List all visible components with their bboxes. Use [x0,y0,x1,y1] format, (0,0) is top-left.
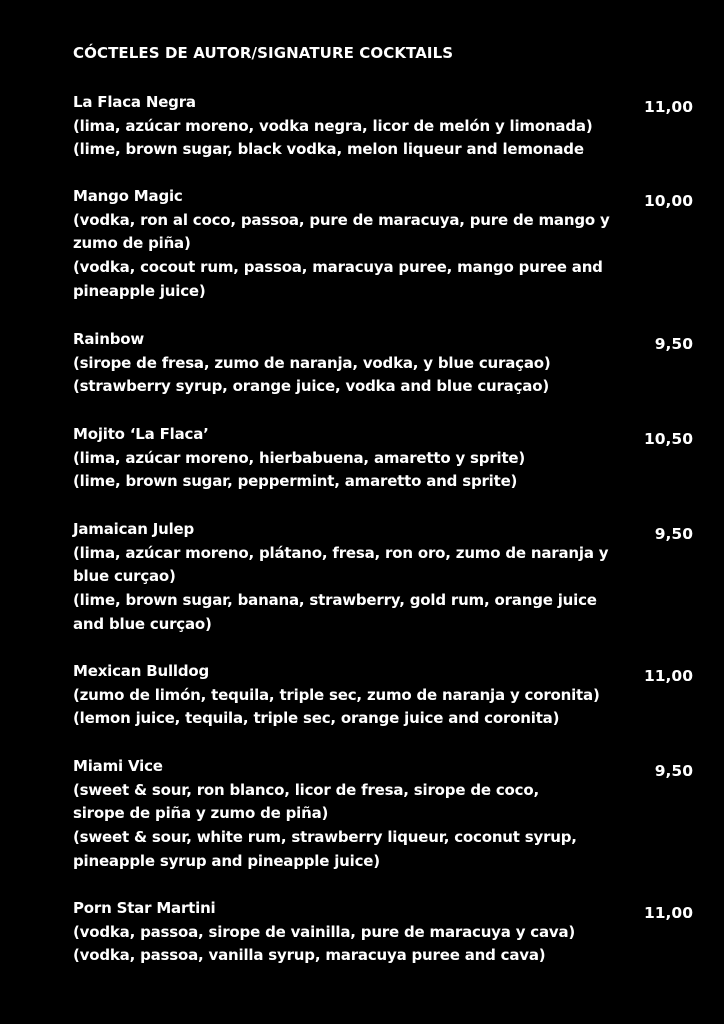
cocktail-description-line: (lima, azúcar moreno, plátano, fresa, ron oro, zumo de naranja y [73,543,609,562]
cocktail-price: 11,00 [643,98,693,116]
cocktail-description-line: (strawberry syrup, orange juice, vodka and blue curaçao) [73,377,549,396]
cocktail-description-line: (lemon juice, tequila, triple sec, orange juice and coronita) [73,709,560,728]
cocktail-description-line: pineapple syrup and pineapple juice) [73,851,380,870]
cocktail-name: Mojito ‘La Flaca’ [73,425,209,443]
cocktail-description-line: (vodka, cocout rum, passoa, maracuya puree, mango puree and [73,258,603,277]
cocktail-name: Rainbow [73,330,144,348]
cocktail-description-line: (zumo de limón, tequila, triple sec, zumo de naranja y coronita) [73,685,600,704]
cocktail-price: 11,00 [643,904,693,922]
cocktail-description-line: (lime, brown sugar, black vodka, melon liqueur and lemonade [73,140,584,159]
cocktail-item [73,755,693,874]
cocktail-name: La Flaca Negra [73,93,196,111]
cocktail-item [73,328,693,399]
cocktail-description-line: pineapple juice) [73,281,206,300]
cocktail-price: 9,50 [654,762,693,780]
cocktail-description-line: (sweet & sour, ron blanco, licor de fresa, sirope de coco, [73,780,539,799]
cocktail-name: Miami Vice [73,757,163,775]
cocktail-item [73,423,693,494]
menu-title: CÓCTELES DE AUTOR/SIGNATURE COCKTAILS [73,44,454,62]
cocktail-description-line: and blue curçao) [73,614,212,633]
cocktail-item [73,897,693,968]
cocktail-price: 10,00 [643,192,693,210]
cocktail-description-line: (lime, brown sugar, banana, strawberry, gold rum, orange juice [73,591,597,610]
cocktail-price: 9,50 [654,335,693,353]
cocktail-description-line: (vodka, passoa, sirope de vainilla, pure de maracuya y cava) [73,922,576,941]
cocktail-description-line: (lima, azúcar moreno, vodka negra, licor de melón y limonada) [73,116,593,135]
cocktail-description-line: (vodka, ron al coco, passoa, pure de maracuya, pure de mango y [73,210,610,229]
cocktail-item [73,518,693,637]
cocktail-description-line: (lima, azúcar moreno, hierbabuena, amaretto y sprite) [73,448,526,467]
cocktail-description-line: zumo de piña) [73,234,191,253]
cocktail-description-line: (vodka, passoa, vanilla syrup, maracuya puree and cava) [73,946,546,965]
cocktail-description-line: sirope de piña y zumo de piña) [73,804,329,823]
cocktail-price: 9,50 [654,525,693,543]
cocktail-item [73,185,693,304]
cocktail-name: Porn Star Martini [73,899,216,917]
cocktail-item [73,91,693,162]
cocktail-price: 10,50 [643,430,693,448]
cocktail-name: Mexican Bulldog [73,662,210,680]
cocktail-description-line: (lime, brown sugar, peppermint, amaretto and sprite) [73,472,518,491]
cocktail-description-line: (sirope de fresa, zumo de naranja, vodka, y blue curaçao) [73,353,551,372]
cocktail-name: Jamaican Julep [73,520,195,538]
cocktail-description-line: (sweet & sour, white rum, strawberry liqueur, coconut syrup, [73,828,577,847]
cocktail-item [73,660,693,731]
cocktail-name: Mango Magic [73,187,183,205]
cocktail-description-line: blue curçao) [73,567,176,586]
cocktail-price: 11,00 [643,667,693,685]
